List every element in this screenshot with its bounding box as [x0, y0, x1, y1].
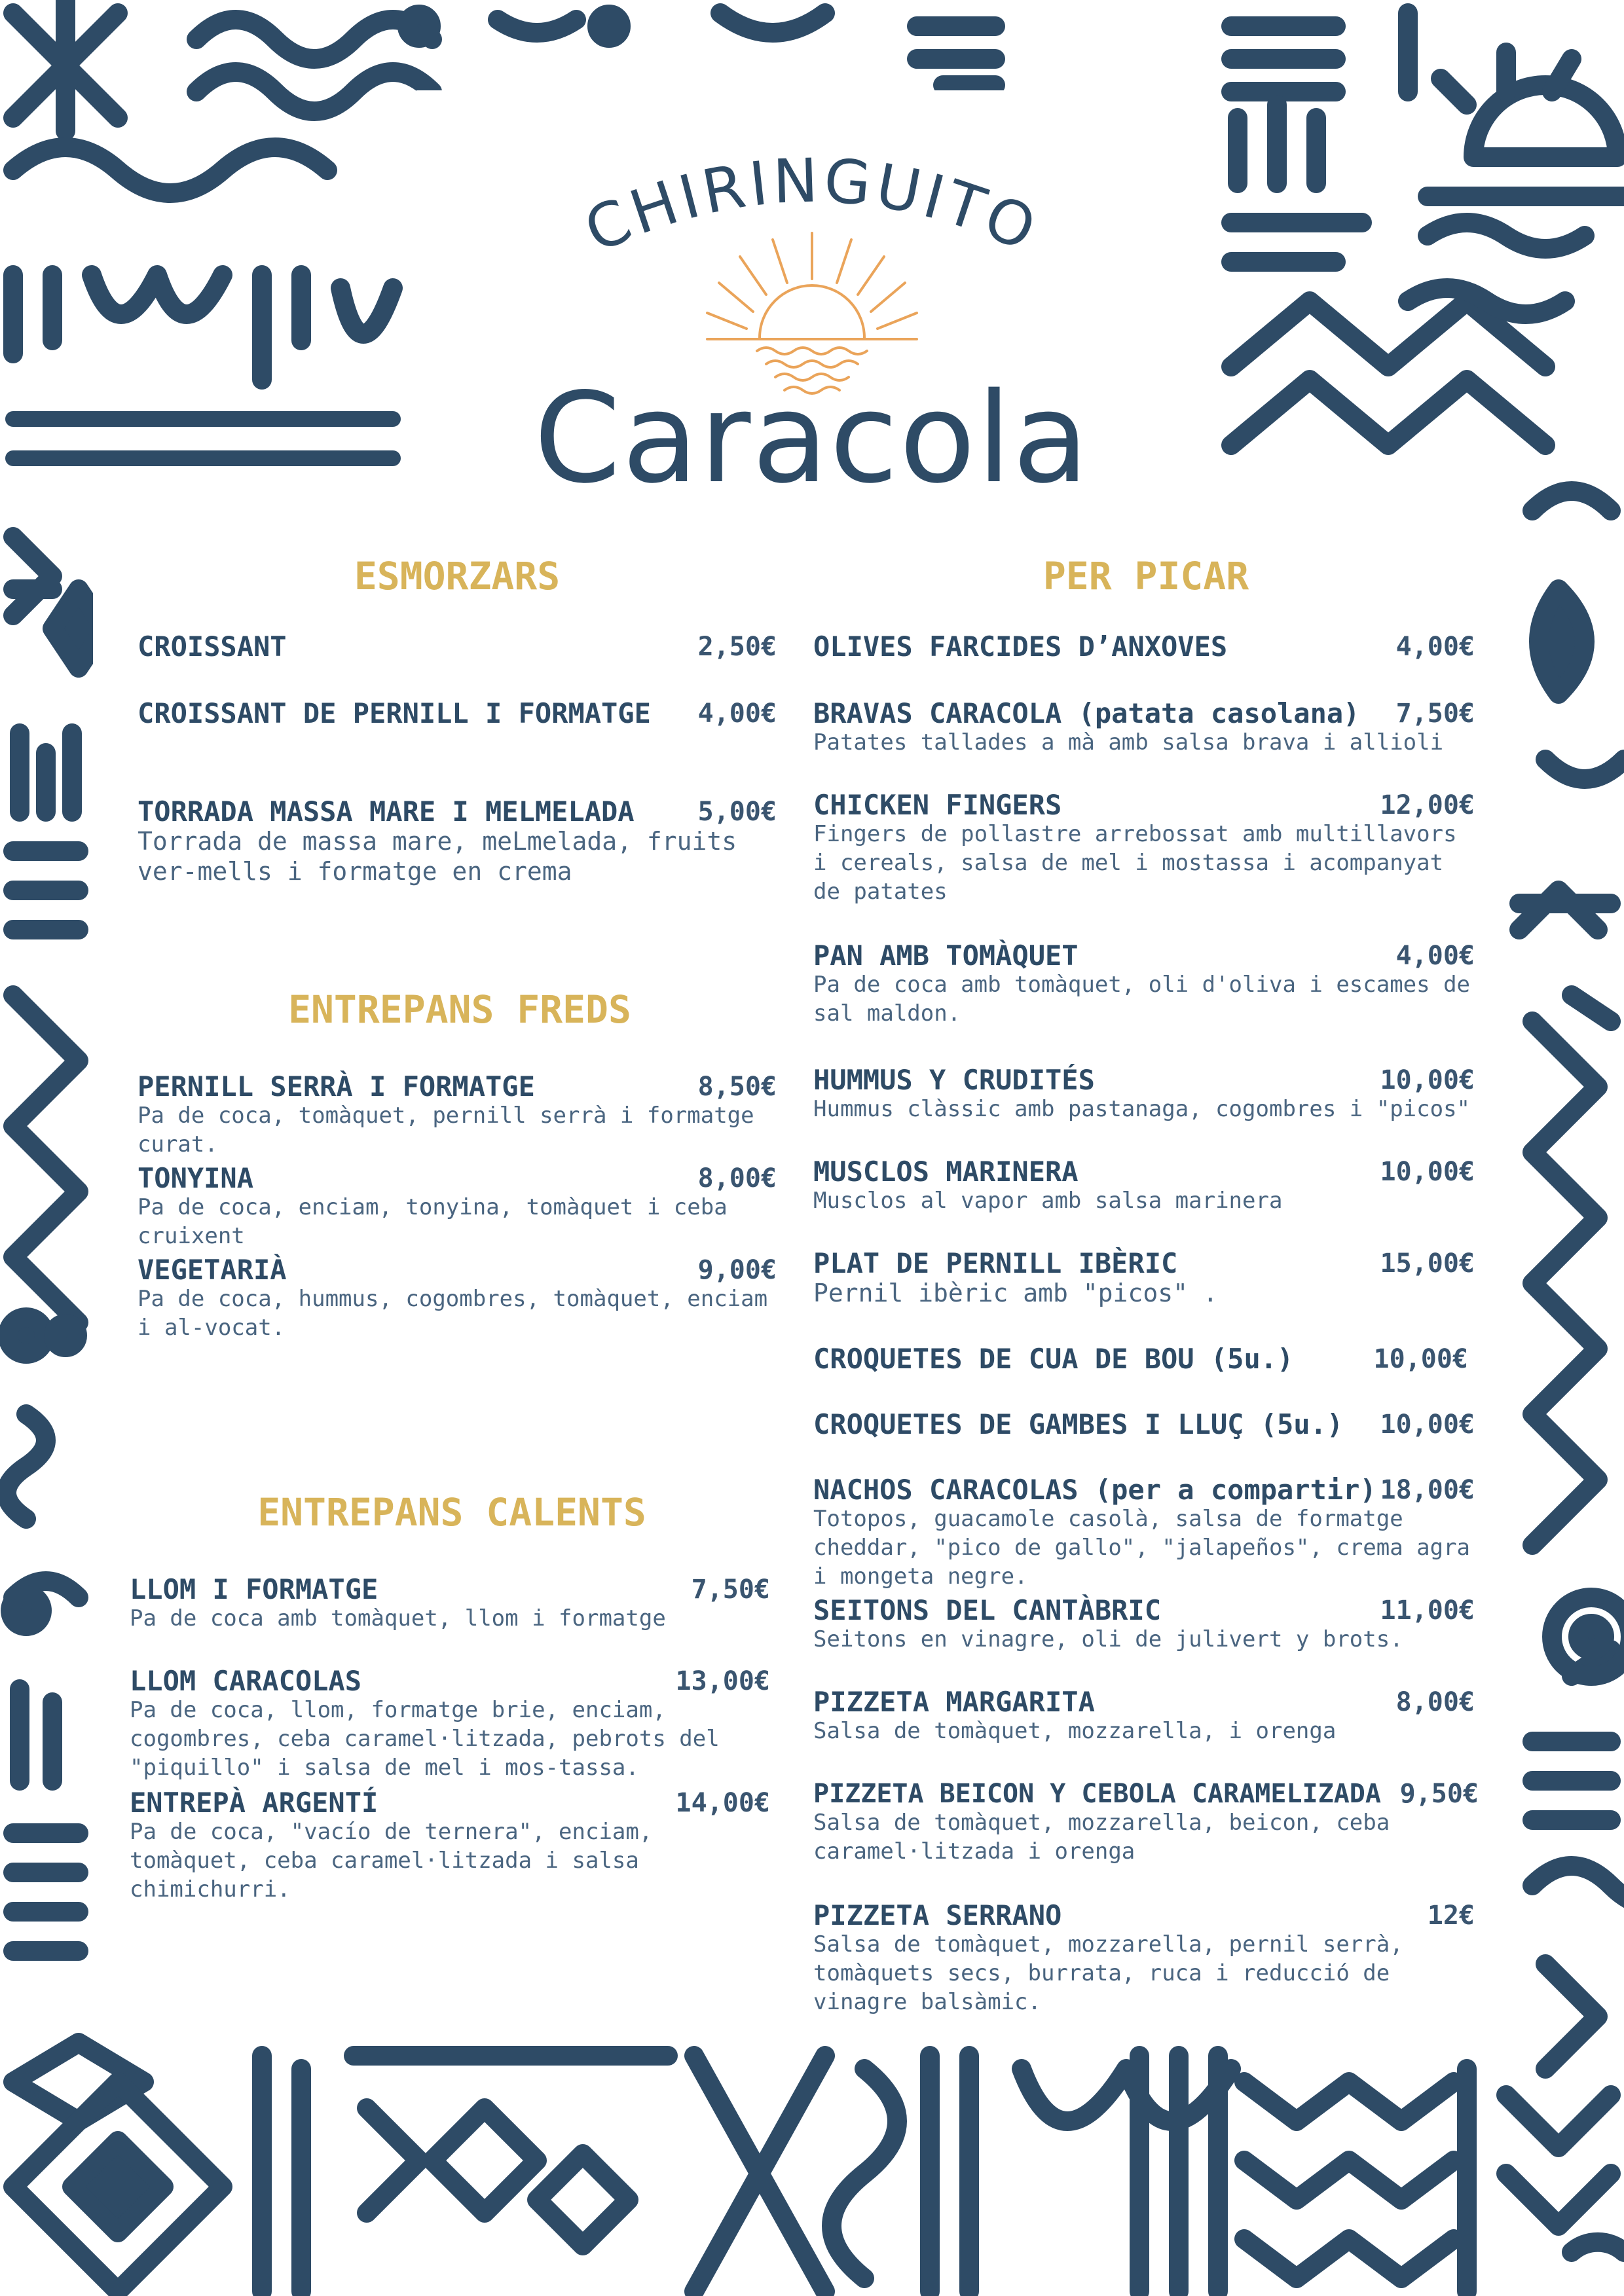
menu-item — [813, 1473, 1475, 1590]
item-description: Patates tallades a mà amb salsa brava i allioli — [813, 729, 1444, 756]
menu-item — [130, 1573, 770, 1645]
item-price: 4,00€ — [697, 699, 777, 729]
menu-item — [138, 1253, 777, 1351]
brand-name: Caracola — [534, 366, 1090, 511]
menu-item — [813, 1594, 1475, 1666]
item-description: Pa de coca, "vacío de ternera", enciam, tomàquet, ceba caramel·litzada i salsa chimichurri. — [130, 1819, 653, 1903]
item-description: Fingers de pollastre arrebossat amb multillavors i cereals, salsa de mel i mostassa i acompanyat de patates — [813, 821, 1457, 905]
brand-top-text: CHIRINGUITO — [574, 145, 1049, 266]
menu-item — [813, 1899, 1475, 2015]
item-name: MUSCLOS MARINERA — [813, 1156, 1079, 1188]
item-name: LLOM CARACOLAS — [130, 1665, 362, 1697]
item-price: 5,00€ — [697, 797, 777, 827]
item-name: PIZZETA BEICON Y CEBOLA CARAMELIZADA — [813, 1779, 1381, 1809]
item-description: Pa de coca, hummus, cogombres, tomàquet, enciam i al-vocat. — [138, 1286, 768, 1341]
menu-item — [813, 1247, 1475, 1319]
item-price: 8,00€ — [697, 1163, 777, 1194]
item-name: VEGETARIÀ — [138, 1254, 287, 1286]
item-name: TONYINA — [138, 1162, 254, 1194]
section-title-per-picar: PER PICAR — [1043, 554, 1249, 598]
item-name: BRAVAS CARACOLA (patata casolana) — [813, 697, 1360, 729]
item-description: Pa de coca, enciam, tonyina, tomàquet i ceba cruixent — [138, 1194, 728, 1249]
menu-item — [813, 697, 1475, 769]
menu-item — [138, 1070, 777, 1157]
menu-item — [813, 939, 1475, 1037]
item-name: NACHOS CARACOLAS (per a compartir) — [813, 1474, 1376, 1506]
menu-item — [138, 697, 777, 736]
item-name: SEITONS DEL CANTÀBRIC — [813, 1594, 1162, 1626]
menu-item — [813, 1408, 1475, 1447]
item-price: 15,00€ — [1380, 1248, 1475, 1279]
item-description: Hummus clàssic amb pastanaga, cogombres i "picos" — [813, 1096, 1471, 1122]
item-name: PIZZETA SERRANO — [813, 1899, 1062, 1931]
item-description: Pernil ibèric amb "picos" . — [813, 1279, 1218, 1307]
item-price: 12€ — [1427, 1901, 1475, 1931]
item-price: 7,50€ — [1395, 699, 1475, 729]
menu-item — [813, 1155, 1475, 1227]
item-description: Seitons en vinagre, oli de julivert y brots. — [813, 1626, 1403, 1652]
menu-item — [813, 1063, 1475, 1135]
item-price: 13,00€ — [675, 1666, 770, 1696]
item-name: PERNILL SERRÀ I FORMATGE — [138, 1070, 535, 1102]
item-price: 9,50€ — [1399, 1779, 1479, 1809]
item-description: Salsa de tomàquet, mozzarella, beicon, ceba caramel·litzada i orenga — [813, 1810, 1390, 1865]
item-name: HUMMUS Y CRUDITÉS — [813, 1064, 1095, 1096]
item-name: LLOM I FORMATGE — [130, 1573, 378, 1605]
item-name: PLAT DE PERNILL IBÈRIC — [813, 1247, 1178, 1279]
item-price: 10,00€ — [1380, 1157, 1475, 1187]
menu-item — [130, 1664, 770, 1789]
item-name: CROQUETES DE CUA DE BOU (5u.) — [813, 1343, 1294, 1375]
item-price: 9,00€ — [697, 1255, 777, 1285]
item-description: Salsa de tomàquet, mozzarella, pernil serrà, tomàquets secs, burrata, ruca i reducció de vinagre balsàmic. — [813, 1931, 1403, 2015]
menu-item — [813, 1777, 1479, 1875]
item-price: 10,00€ — [1380, 1065, 1475, 1095]
item-price: 4,00€ — [1395, 632, 1475, 662]
item-description: Pa de coca, llom, formatge brie, enciam, cogombres, ceba caramel·litzada, pebrots del "piquillo" i salsa de mel i mos-tassa. — [130, 1697, 720, 1781]
item-price: 4,00€ — [1395, 941, 1475, 971]
item-name: CROISSANT — [138, 630, 287, 663]
menu-item — [138, 795, 777, 900]
item-name: CROQUETES DE GAMBES I LLUÇ (5u.) — [813, 1408, 1344, 1440]
item-price: 11,00€ — [1380, 1595, 1475, 1626]
item-price: 10,00€ — [1373, 1344, 1468, 1374]
menu-item — [813, 1342, 1468, 1381]
menu-item — [813, 1685, 1475, 1757]
item-price: 8,00€ — [1395, 1687, 1475, 1717]
item-description: Totopos, guacamole casolà, salsa de formatge cheddar, "pico de gallo", "jalapeños", crema agra i mongeta negre. — [813, 1506, 1471, 1590]
menu-item — [138, 1161, 777, 1249]
section-title-entrepans-calents: ENTREPANS CALENTS — [257, 1490, 646, 1535]
item-description: Pa de coca amb tomàquet, oli d'oliva i escames de sal maldon. — [813, 972, 1471, 1027]
item-price: 18,00€ — [1380, 1475, 1475, 1505]
item-name: TORRADA MASSA MARE I MELMELADA — [138, 795, 635, 828]
item-name: CROISSANT DE PERNILL I FORMATGE — [138, 697, 651, 729]
item-price: 12,00€ — [1380, 790, 1475, 820]
item-name: ENTREPÀ ARGENTÍ — [130, 1787, 378, 1819]
item-description: Salsa de tomàquet, mozzarella, i orenga — [813, 1718, 1337, 1744]
item-name: PAN AMB TOMÀQUET — [813, 939, 1079, 972]
item-price: 8,50€ — [697, 1072, 777, 1102]
item-price: 2,50€ — [697, 632, 777, 662]
item-description: Pa de coca amb tomàquet, llom i formatge — [130, 1605, 666, 1631]
menu-item — [130, 1786, 770, 1903]
menu-item — [813, 630, 1475, 669]
section-title-esmorzars: ESMORZARS — [354, 554, 561, 598]
item-price: 7,50€ — [691, 1575, 770, 1605]
item-name: CHICKEN FINGERS — [813, 789, 1062, 821]
item-description: Torrada de massa mare, meLmelada, fruits ver-mells i formatge en crema — [138, 827, 737, 886]
menu-item — [138, 630, 777, 669]
item-price: 14,00€ — [675, 1788, 770, 1818]
item-name: OLIVES FARCIDES D’ANXOVES — [813, 630, 1228, 663]
item-description: Pa de coca, tomàquet, pernill serrà i formatge curat. — [138, 1102, 754, 1157]
section-title-entrepans-freds: ENTREPANS FREDS — [288, 987, 631, 1032]
item-name: PIZZETA MARGARITA — [813, 1686, 1095, 1718]
item-description: Musclos al vapor amb salsa marinera — [813, 1188, 1283, 1214]
item-price: 10,00€ — [1380, 1410, 1475, 1440]
menu-item — [813, 788, 1475, 905]
